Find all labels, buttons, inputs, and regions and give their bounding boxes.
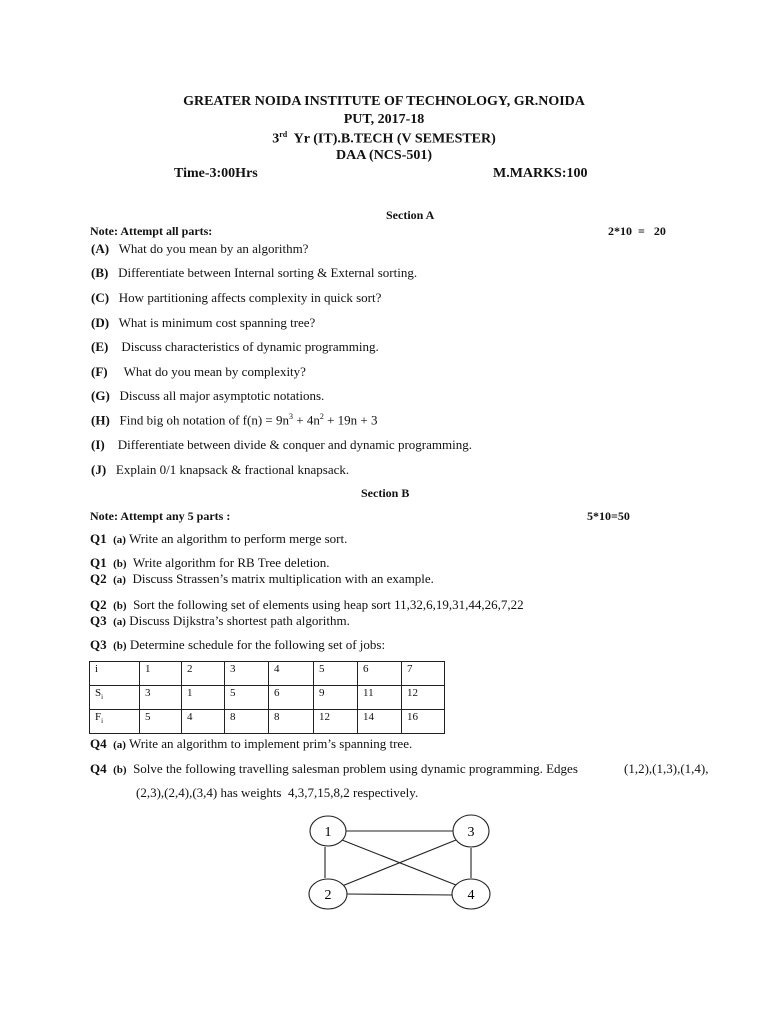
year-rest: Yr (IT).B.TECH (V SEMESTER)	[293, 131, 496, 147]
table-cell: 4	[182, 710, 225, 734]
table-cell: 1	[182, 686, 225, 710]
q2-b	[90, 597, 524, 613]
question-part: (a)	[113, 534, 126, 546]
q2-a	[90, 571, 434, 587]
question-label: (G)	[91, 388, 110, 403]
q3-a	[90, 613, 350, 629]
table-row	[90, 686, 445, 710]
question-part: (a)	[113, 616, 126, 628]
table-cell: 6	[269, 686, 314, 710]
edge-2-4	[346, 894, 452, 895]
exam-time: Time-3:00Hrs	[174, 166, 258, 181]
question-h	[91, 412, 378, 428]
table-cell: 11	[358, 686, 402, 710]
section-a-title: Section A	[386, 208, 435, 222]
table-cell: 9	[314, 686, 358, 710]
question-a	[91, 241, 308, 257]
q4-b	[90, 761, 578, 777]
question-text: How partitioning affects complexity in quick sort?	[118, 290, 382, 305]
question-text: Explain 0/1 knapsack & fractional knapsack.	[115, 462, 350, 477]
question-label: (J)	[91, 462, 107, 477]
table-cell: i	[90, 662, 140, 686]
question-i	[91, 437, 472, 453]
table-cell: 8	[225, 710, 269, 734]
question-label: Q3	[90, 637, 107, 652]
table-cell: 5	[314, 662, 358, 686]
question-text: Sort the following set of elements using heap sort 11,32,6,19,31,44,26,7,22	[133, 597, 524, 612]
question-label: Q3	[90, 613, 107, 628]
institute-title: GREATER NOIDA INSTITUTE OF TECHNOLOGY, GR.NOIDA	[183, 94, 585, 109]
graph-node-1	[310, 816, 346, 846]
table-cell: 8	[269, 710, 314, 734]
question-text: Write an algorithm to perform merge sort.	[128, 531, 348, 546]
question-text: Differentiate between Internal sorting & External sorting.	[118, 265, 418, 280]
question-label: (B)	[91, 265, 109, 280]
question-label: (A)	[91, 241, 110, 256]
q4-a	[90, 736, 412, 752]
question-f	[91, 364, 306, 380]
question-label: (E)	[91, 339, 109, 354]
tsp-graph	[300, 810, 500, 916]
exam-name: PUT, 2017-18	[343, 112, 425, 127]
q1-b	[90, 555, 329, 571]
question-part: (b)	[113, 764, 127, 776]
table-cell: 5	[140, 710, 182, 734]
question-text: Discuss all major asymptotic notations.	[119, 388, 325, 403]
table-cell	[90, 710, 140, 734]
question-label: (D)	[91, 315, 110, 330]
table-cell: 4	[269, 662, 314, 686]
node-label: 3	[467, 825, 475, 840]
question-b	[91, 265, 417, 281]
question-text: Determine schedule for the following set of jobs:	[129, 637, 386, 652]
q4-b-edges: (1,2),(1,3),(1,4),	[624, 761, 709, 776]
question-label: (C)	[91, 290, 110, 305]
question-g	[91, 388, 324, 404]
question-text: What do you mean by complexity?	[123, 364, 306, 379]
question-text: Discuss Dijkstra’s shortest path algorithm.	[129, 613, 350, 628]
question-label: Q4	[90, 736, 107, 751]
question-label: Q2	[90, 597, 107, 612]
exponent: 3	[289, 412, 293, 421]
row-subscript: i	[101, 717, 104, 726]
question-label: (F)	[91, 364, 108, 379]
section-a-marks: 2*10 = 20	[608, 224, 666, 238]
question-label: Q2	[90, 571, 107, 586]
question-e	[91, 339, 379, 355]
question-text: Differentiate between divide & conquer and dynamic programming.	[117, 437, 472, 452]
question-text: + 4n	[293, 412, 320, 428]
node-label: 1	[324, 825, 332, 840]
table-cell: 16	[402, 710, 445, 734]
table-cell: 3	[140, 686, 182, 710]
question-part: (b)	[113, 600, 127, 612]
question-part: (a)	[113, 739, 126, 751]
table-cell: 5	[225, 686, 269, 710]
jobs-table	[89, 661, 445, 734]
section-b-title: Section B	[361, 486, 410, 500]
question-text: Write an algorithm to implement prim’s spanning tree.	[128, 736, 413, 751]
question-label: Q4	[90, 761, 107, 776]
year-suffix: rd	[279, 130, 288, 139]
max-marks: M.MARKS:100	[493, 166, 588, 181]
question-text: + 19n + 3	[323, 412, 378, 428]
q3-b	[90, 637, 385, 653]
table-cell: 6	[358, 662, 402, 686]
row-symbol: F	[95, 711, 102, 723]
question-text: Find big oh notation of f(n) = 9n	[119, 412, 289, 428]
table-cell: 12	[314, 710, 358, 734]
question-text: What is minimum cost spanning tree?	[118, 315, 316, 330]
q4-b-line2: (2,3),(2,4),(3,4) has weights 4,3,7,15,8,2 respectively.	[136, 785, 419, 800]
question-j	[91, 462, 349, 478]
row-symbol: S	[95, 687, 102, 699]
graph-node-2	[309, 879, 347, 909]
question-text: Discuss characteristics of dynamic programming.	[121, 339, 379, 354]
node-label: 4	[467, 888, 475, 903]
question-label: (H)	[91, 412, 110, 428]
row-subscript: i	[101, 693, 104, 702]
question-d	[91, 315, 315, 331]
section-a-note: Note: Attempt all parts:	[90, 224, 213, 238]
section-b-note: Note: Attempt any 5 parts :	[90, 509, 231, 523]
question-label: Q1	[90, 531, 107, 546]
graph-node-4	[452, 879, 490, 909]
year-number: 3	[272, 131, 280, 147]
question-label: (I)	[91, 437, 105, 452]
table-cell: 1	[140, 662, 182, 686]
table-cell: 2	[182, 662, 225, 686]
question-label: Q1	[90, 555, 107, 570]
table-cell: 3	[225, 662, 269, 686]
question-text: Solve the following travelling salesman problem using dynamic programming. Edges	[133, 761, 578, 776]
question-part: (a)	[113, 574, 126, 586]
node-label: 2	[324, 888, 332, 903]
table-cell: 12	[402, 686, 445, 710]
subject-code: DAA (NCS-501)	[335, 148, 433, 163]
table-row	[90, 710, 445, 734]
table-cell	[90, 686, 140, 710]
q1-a	[90, 531, 347, 547]
table-cell: 7	[402, 662, 445, 686]
question-text: Write algorithm for RB Tree deletion.	[132, 555, 330, 570]
section-b-marks: 5*10=50	[587, 509, 630, 523]
question-text: What do you mean by an algorithm?	[118, 241, 309, 256]
exponent: 2	[319, 412, 324, 421]
question-c	[91, 290, 381, 306]
table-row	[90, 662, 445, 686]
question-part: (b)	[113, 640, 127, 652]
question-text: Discuss Strassen’s matrix multiplication with an example.	[132, 571, 434, 586]
table-cell: 14	[358, 710, 402, 734]
course-year	[0, 130, 768, 148]
question-part: (b)	[113, 558, 127, 570]
graph-node-3	[453, 815, 489, 847]
